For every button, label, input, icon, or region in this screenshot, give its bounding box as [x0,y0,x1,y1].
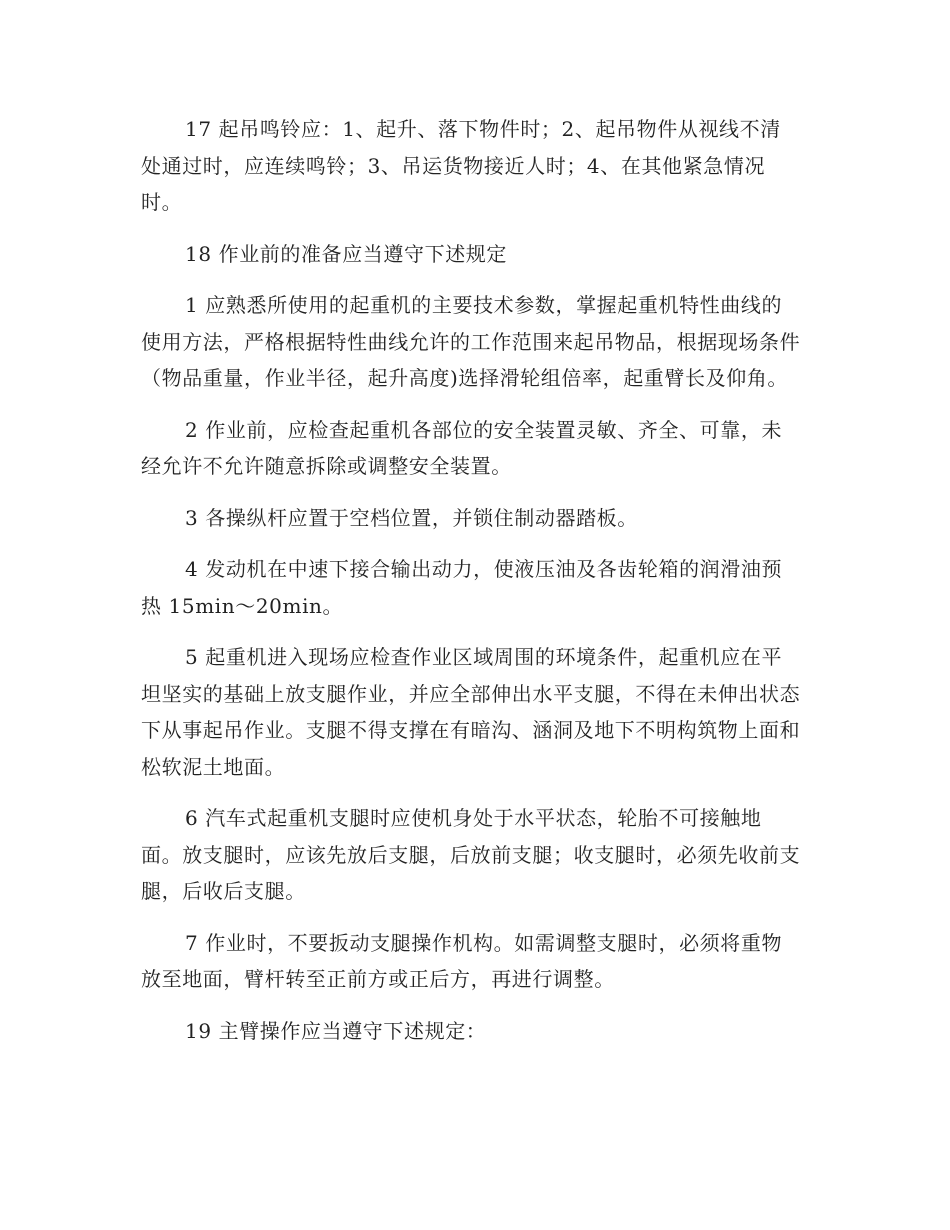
section-heading-19: 19 主臂操作应当遵守下述规定： [185,1018,487,1043]
paragraph-item-1: 1 应熟悉所使用的起重机的主要技术参数，掌握起重机特性曲线的使用方法，严格根据特性曲线允许的工作范围来起吊物品，根据现场条件（物品重量，作业半径，起升高度)选择滑轮组倍率，起重臂长及仰角。 [141,293,801,390]
paragraph-item-3: 3 各操纵杆应置于空档位置，并锁住制动器踏板。 [185,505,638,530]
section-heading-18: 18 作业前的准备应当遵守下述规定 [185,241,508,266]
paragraph-item-5: 5 起重机进入现场应检查作业区域周围的环境条件，起重机应在平坦坚实的基础上放支腿作业，并应全部伸出水平支腿，不得在未伸出状态下从事起吊作业。支腿不得支撑在有暗沟、涵洞及地下不明构筑物上面和松软泥土地面。 [141,645,801,779]
document-body [141,111,801,1064]
paragraph-item-2: 2 作业前，应检查起重机各部位的安全装置灵敏、齐全、可靠，未经允许不允许随意拆除或调整安全装置。 [141,417,783,478]
paragraph-item-6: 6 汽车式起重机支腿时应使机身处于水平状态，轮胎不可接触地面。放支腿时，应该先放后支腿，后放前支腿；收支腿时，必须先收前支腿，后收后支腿。 [141,806,801,903]
paragraph-item-4: 4 发动机在中速下接合输出动力，使液压油及各齿轮箱的润滑油预热 15min～20min。 [141,557,783,618]
paragraph-item-7: 7 作业时，不要扳动支腿操作机构。如需调整支腿时，必须将重物放至地面，臂杆转至正前方或正后方，再进行调整。 [141,930,783,991]
paragraph-item-17: 17 起吊鸣铃应：1、起升、落下物件时；2、起吊物件从视线不清处通过时，应连续鸣铃；3、吊运货物接近人时；4、在其他紧急情况时。 [141,117,781,214]
